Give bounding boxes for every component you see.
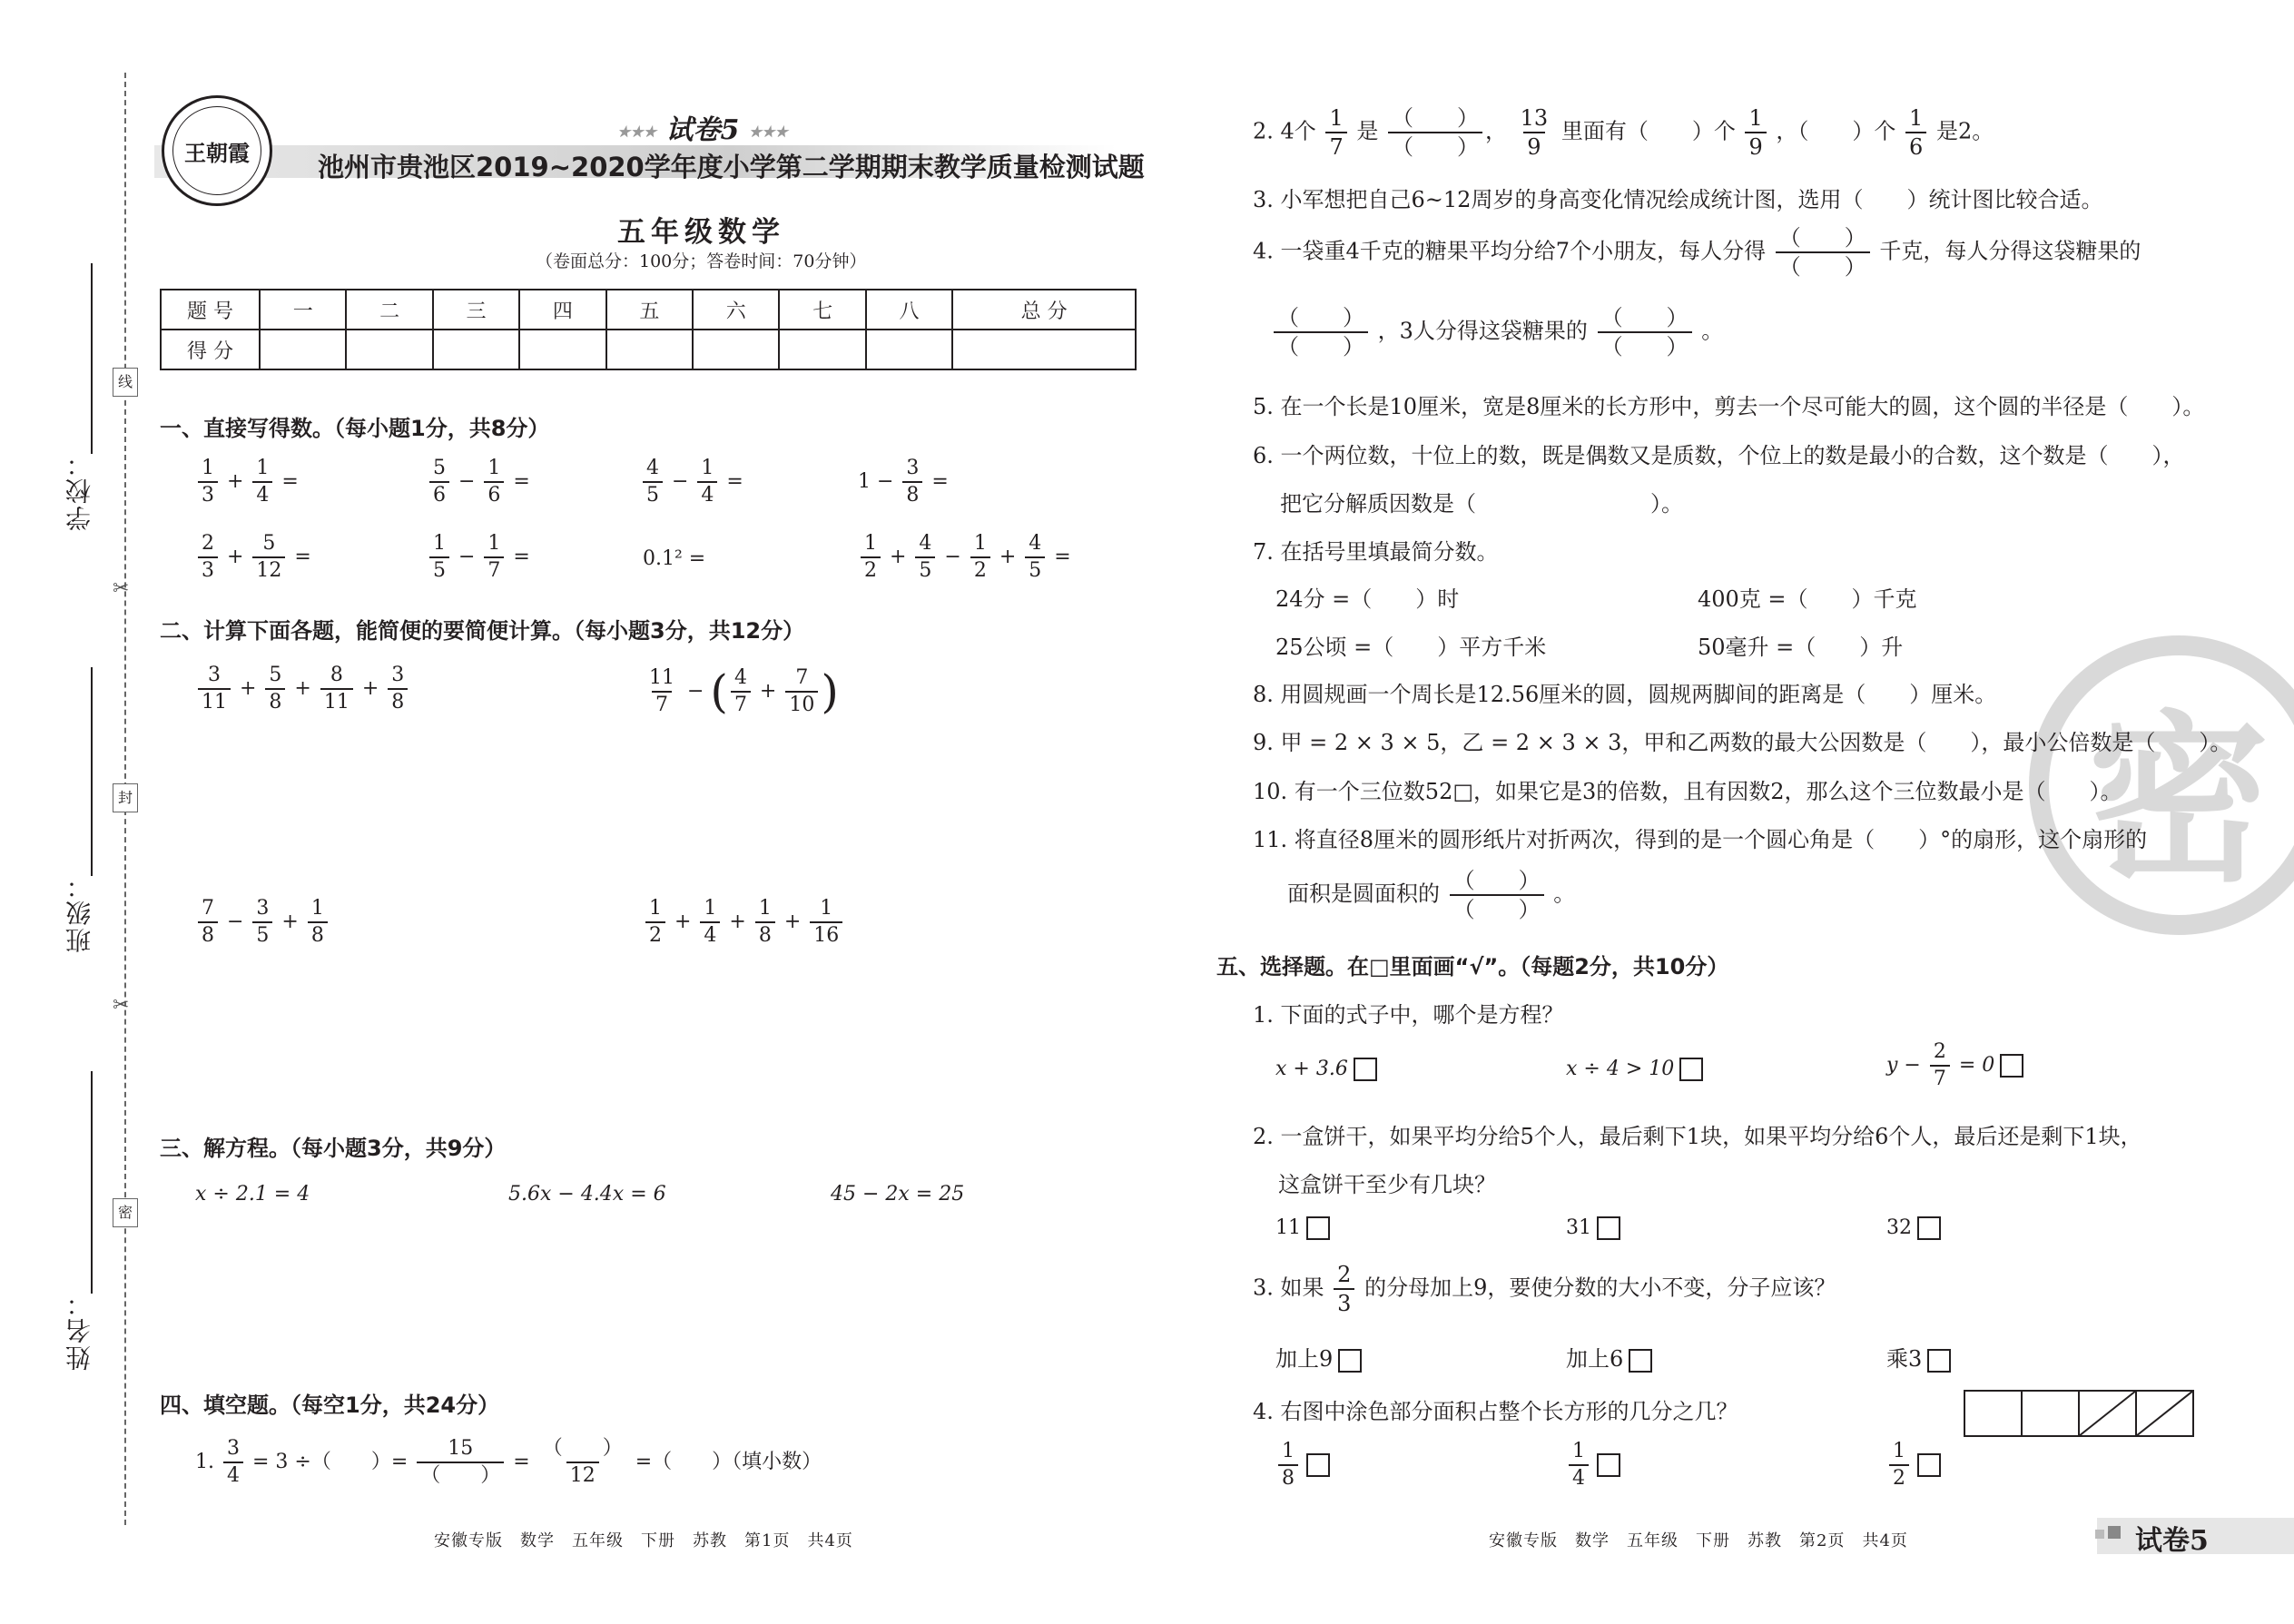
section-3-heading: 三、解方程。（每小题3分，共9分） — [160, 1136, 507, 1161]
score-cell: 六 — [693, 290, 779, 330]
fill-q9: 9. 甲 = 2 × 3 × 5，乙 = 2 × 3 × 3，甲和乙两数的最大公因数是（ ），最小公倍数是（ ）。 — [1253, 730, 2232, 755]
publisher-logo — [162, 95, 272, 206]
subject-title: 五年级数学 — [617, 216, 785, 249]
mark-close: 密 — [113, 1198, 138, 1227]
checkbox[interactable] — [1306, 1216, 1330, 1240]
fill-q3: 3. 小军想把自己6~12周岁的身高变化情况绘成统计图，选用（ ）统计图比较合适。 — [1253, 187, 2103, 212]
mark-seal: 封 — [113, 783, 138, 812]
fill-q1: 1. $\frac{3}{4}$ = 3 ÷（ ）= $\frac{15}{( )}$ = $\frac{( )}{12}$ =（ ）（填小数） — [195, 1437, 822, 1487]
fill-q6b: 把它分解质因数是（ ）。 — [1280, 491, 1683, 517]
logo-text: 王朝霞 — [172, 106, 261, 195]
fill-q11a: 11. 将直径8厘米的圆形纸片对折两次，得到的是一个圆心角是（ ）°的扇形，这个扇形的 — [1253, 827, 2148, 852]
fill-q5: 5. 在一个长是10厘米，宽是8厘米的长方形中，剪去一个尽可能大的圆，这个圆的半径是（ ）。 — [1253, 394, 2205, 419]
choice-q3-opt2: 加上6 — [1566, 1341, 1652, 1373]
score-cell: 总 分 — [952, 290, 1136, 330]
s1-item-7: 0.1² = — [643, 547, 706, 570]
checkbox[interactable] — [1629, 1349, 1652, 1373]
choice-q2-opt1: 11 — [1275, 1216, 1330, 1240]
score-input[interactable] — [952, 330, 1136, 369]
section-5-heading: 五、选择题。在□里面画“√”。（每题2分，共10分） — [1216, 954, 1729, 979]
choice-q3-opt3: 乘3 — [1886, 1341, 1951, 1373]
score-input[interactable] — [693, 330, 779, 369]
score-value-row — [161, 330, 1136, 369]
s2-item-1: $\frac{3}{11}$ + $\frac{5}{8}$ + $\frac{8}{11}$ + $\frac{3}{8}$ — [195, 665, 410, 713]
checkbox[interactable] — [1338, 1349, 1362, 1373]
choice-q2-opt2: 31 — [1566, 1216, 1620, 1240]
class-field-line[interactable] — [91, 667, 93, 876]
choice-q1-opt3: y − $\frac{2}{7}$ = 0 — [1886, 1042, 2023, 1089]
school-label: 学校： — [64, 449, 94, 531]
checkbox[interactable] — [1917, 1453, 1941, 1477]
score-cell: 五 — [606, 290, 693, 330]
score-input[interactable] — [779, 330, 865, 369]
score-input[interactable] — [346, 330, 432, 369]
score-cell: 二 — [346, 290, 432, 330]
s3-eq-1: x ÷ 2.1 = 4 — [195, 1183, 310, 1206]
exam-meta: （卷面总分：100分；答卷时间：70分钟） — [536, 251, 867, 271]
scissors-icon-2: ✂ — [113, 994, 130, 1017]
s1-item-3: $\frac{4}{5}$ − $\frac{1}{4}$ = — [640, 458, 743, 506]
score-input[interactable] — [606, 330, 693, 369]
checkbox[interactable] — [2000, 1054, 2023, 1078]
s2-item-3: $\frac{7}{8}$ − $\frac{3}{5}$ + $\frac{1}{8}$ — [195, 899, 330, 946]
choice-q4-opt1: $\frac{1}{8}$ — [1275, 1442, 1330, 1489]
fill-q10: 10. 有一个三位数52□，如果它是3的倍数，且有因数2，那么这个三位数最小是（ ）。 — [1253, 779, 2122, 804]
s1-item-1: $\frac{1}{3}$ + $\frac{1}{4}$ = — [195, 458, 299, 506]
fill-q8: 8. 用圆规画一个周长是12.56厘米的圆，圆规两脚间的距离是（ ）厘米。 — [1253, 682, 1997, 707]
score-cell: 八 — [866, 290, 952, 330]
choice-q2a: 2. 一盒饼干，如果平均分给5个人，最后剩下1块，如果平均分给6个人，最后还是剩下1块， — [1253, 1124, 2142, 1149]
rectangle-figure — [1963, 1389, 2195, 1438]
star-icons-left: ★★★ — [617, 123, 657, 141]
s1-item-4: 1 − $\frac{3}{8}$ = — [858, 457, 949, 507]
exam-title: 池州市贵池区2019~2020学年度小学第二学期期末教学质量检测试题 — [318, 152, 1145, 182]
stamp-watermark: 密 — [2029, 635, 2294, 935]
s2-item-2: $\frac{11}{7}$ − ( $\frac{4}{7}$ + $\frac{7}{10}$ ) — [649, 665, 839, 718]
s1-item-5: $\frac{2}{3}$ + $\frac{5}{12}$ = — [195, 534, 311, 581]
choice-q4: 4. 右图中涂色部分面积占整个长方形的几分之几？ — [1253, 1399, 1738, 1424]
paper-label: ★★★ 试卷5 ★★★ — [617, 114, 788, 146]
s1-item-8: $\frac{1}{2}$ + $\frac{4}{5}$ − $\frac{1}{2}$ + $\frac{4}{5}$ = — [858, 534, 1071, 581]
checkbox[interactable] — [1679, 1058, 1703, 1081]
choice-q1-opt1: x + 3.6 — [1275, 1058, 1377, 1081]
score-cell: 题 号 — [161, 290, 260, 330]
name-label: 姓名： — [64, 1289, 94, 1371]
s3-eq-3: 45 − 2x = 25 — [831, 1183, 965, 1206]
school-field-line[interactable] — [91, 263, 93, 454]
name-field-line[interactable] — [91, 1071, 93, 1294]
checkbox[interactable] — [1927, 1349, 1951, 1373]
footer-right: 安徽专版 数学 五年级 下册 苏教 第2页 共4页 — [1489, 1531, 1908, 1550]
fill-q7-4: 50毫升 =（ ）升 — [1698, 635, 1904, 660]
footer-tag: 试卷5 — [2135, 1525, 2209, 1557]
choice-q1: 1. 下面的式子中，哪个是方程？ — [1253, 1002, 1564, 1028]
checkbox[interactable] — [1597, 1453, 1620, 1477]
score-header-row — [161, 290, 1136, 330]
choice-q3-opt1: 加上9 — [1275, 1341, 1362, 1373]
score-cell: 一 — [260, 290, 346, 330]
checkbox[interactable] — [1917, 1216, 1941, 1240]
mark-line: 线 — [113, 368, 138, 397]
fill-q7-1: 24分 =（ ）时 — [1275, 586, 1460, 612]
choice-q1-opt2: x ÷ 4 > 10 — [1566, 1058, 1703, 1081]
fill-q2: 2. 4个 $\frac{1}{7}$ 是 $\frac{( )}{( )}$ ， $\frac{13}{9}$ 里面有（ ）个 $\frac{1}{9}$ ，（ ）个 $\frac{1}{6}$ 是2。 — [1253, 105, 1994, 160]
score-input[interactable] — [519, 330, 605, 369]
choice-q4-opt3: $\frac{1}{2}$ — [1886, 1442, 1941, 1489]
score-table — [160, 289, 1137, 370]
choice-q2b: 这盒饼干至少有几块？ — [1278, 1172, 1496, 1197]
section-4-heading: 四、填空题。（每空1分，共24分） — [160, 1393, 500, 1418]
checkbox[interactable] — [1597, 1216, 1620, 1240]
fill-q7-2: 400克 =（ ）千克 — [1698, 586, 1917, 612]
footer-left: 安徽专版 数学 五年级 下册 苏教 第1页 共4页 — [434, 1531, 853, 1550]
star-icons-right: ★★★ — [748, 123, 788, 141]
score-cell: 四 — [519, 290, 605, 330]
choice-q3: 3. 如果 $\frac{2}{3}$ 的分母加上9，要使分数的大小不变，分子应该？ — [1253, 1262, 1836, 1316]
scissors-icon: ✂ — [113, 577, 130, 600]
fill-q4-line1: 4. 一袋重4千克的糖果平均分给7个小朋友，每人分得 $\frac{( )}{( )}$ 千克，每人分得这袋糖果的 — [1253, 225, 2141, 280]
checkbox[interactable] — [1354, 1058, 1377, 1081]
fill-q4-line2: $\frac{( )}{( )}$ ，3人分得这袋糖果的 $\frac{( )}{( )}$ 。 — [1271, 307, 1723, 358]
checkbox[interactable] — [1306, 1453, 1330, 1477]
score-input[interactable] — [260, 330, 346, 369]
fill-q11b: 面积是圆面积的 $\frac{( )}{( )}$ 。 — [1287, 868, 1576, 922]
choice-q2-opt3: 32 — [1886, 1216, 1941, 1240]
score-input[interactable] — [433, 330, 519, 369]
section-1-heading: 一、直接写得数。（每小题1分，共8分） — [160, 416, 550, 441]
class-label: 班级： — [64, 871, 94, 953]
fill-q6a: 6. 一个两位数，十位上的数，既是偶数又是质数，个位上的数是最小的合数，这个数是（ ）， — [1253, 443, 2185, 468]
score-row-label: 得 分 — [161, 330, 260, 369]
s2-item-4: $\frac{1}{2}$ + $\frac{1}{4}$ + $\frac{1}{8}$ + $\frac{1}{16}$ — [643, 899, 845, 946]
choice-q4-opt2: $\frac{1}{4}$ — [1566, 1442, 1620, 1489]
footer-tag-squares — [2095, 1525, 2121, 1542]
score-input[interactable] — [866, 330, 952, 369]
score-cell: 七 — [779, 290, 865, 330]
s1-item-6: $\frac{1}{5}$ − $\frac{1}{7}$ = — [427, 534, 530, 581]
section-2-heading: 二、计算下面各题，能简便的要简便计算。（每小题3分，共12分） — [160, 618, 805, 644]
fill-q7-3: 25公顷 =（ ）平方千米 — [1275, 635, 1547, 660]
s3-eq-2: 5.6x − 4.4x = 6 — [508, 1183, 666, 1206]
fill-q7: 7. 在括号里填最简分数。 — [1253, 539, 1499, 565]
s1-item-2: $\frac{5}{6}$ − $\frac{1}{6}$ = — [427, 458, 530, 506]
score-cell: 三 — [433, 290, 519, 330]
